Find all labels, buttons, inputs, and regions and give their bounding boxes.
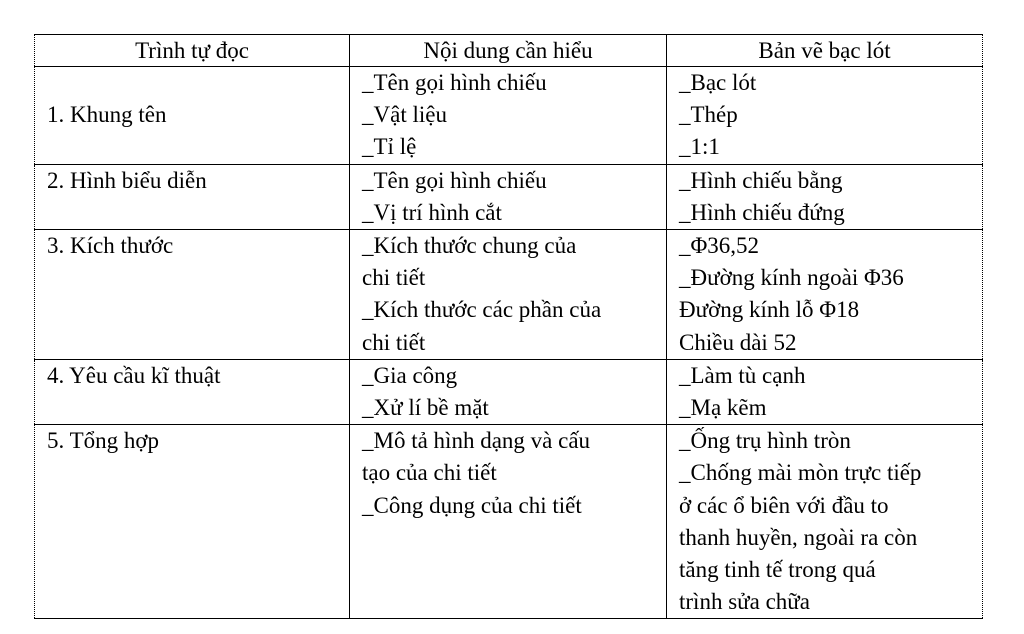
drawing-line: _Hình chiếu bằng (679, 167, 843, 193)
content-line: _Kích thước chung của (362, 233, 577, 259)
content-line: _Công dụng của chi tiết (362, 492, 582, 518)
drawing-line: _Đường kính ngoài Φ36 (679, 265, 904, 291)
drawing-cell (667, 359, 983, 424)
content-cell (350, 230, 667, 360)
step-cell: 2. Hình biểu diễn (35, 164, 350, 229)
step-cell: 3. Kích thước (35, 230, 350, 360)
header-content: Nội dung cần hiểu (350, 35, 667, 67)
drawing-line: trình sửa chữa (679, 589, 810, 615)
content-line: chi tiết (362, 329, 426, 355)
content-line: _Xử lí bề mặt (362, 395, 489, 421)
reading-order-table (34, 34, 983, 619)
drawing-line: _Chống mài mòn trực tiếp (679, 460, 922, 486)
drawing-line: _Hình chiếu đứng (679, 199, 845, 225)
header-drawing: Bản vẽ bạc lót (667, 35, 983, 67)
header-row (35, 35, 983, 67)
content-line: tạo của chi tiết (362, 460, 497, 486)
drawing-line: _Làm tù cạnh (679, 362, 806, 388)
content-line: _Mô tả hình dạng và cấu (362, 428, 591, 454)
drawing-line: tăng tinh tế trong quá (679, 557, 876, 583)
drawing-cell (667, 230, 983, 360)
content-cell (350, 164, 667, 229)
drawing-line: Chiều dài 52 (679, 329, 797, 355)
content-cell (350, 67, 667, 165)
step-cell: 4. Yêu cầu kĩ thuật (35, 359, 350, 424)
step-cell: 1. Khung tên (35, 67, 350, 165)
content-line: _Tên gọi hình chiếu (362, 167, 547, 193)
content-line: chi tiết (362, 265, 426, 291)
header-reading-order: Trình tự đọc (35, 35, 350, 67)
table-row (35, 359, 983, 424)
drawing-line: _Thép (679, 102, 738, 128)
drawing-line: _Φ36,52 (679, 233, 760, 259)
table-row (35, 230, 983, 360)
drawing-cell (667, 164, 983, 229)
content-line: _Tên gọi hình chiếu (362, 70, 547, 95)
drawing-cell (667, 67, 983, 165)
drawing-line: _Ống trụ hình tròn (679, 428, 851, 454)
content-line: _Vật liệu (362, 102, 447, 128)
drawing-line: _Mạ kẽm (679, 395, 767, 421)
drawing-line: _1:1 (679, 134, 720, 160)
content-cell (350, 425, 667, 619)
content-cell (350, 359, 667, 424)
content-line: _Kích thước các phần của (362, 297, 602, 323)
step-cell: 5. Tổng hợp (35, 425, 350, 619)
drawing-cell (667, 425, 983, 619)
content-line: _Vị trí hình cắt (362, 199, 502, 225)
content-line: _Gia công (362, 362, 458, 388)
table-row (35, 67, 983, 165)
table-row (35, 425, 983, 619)
drawing-line: Đường kính lỗ Φ18 (679, 297, 860, 323)
table-row (35, 164, 983, 229)
content-line: _Tỉ lệ (362, 134, 417, 160)
drawing-line: _Bạc lót (679, 70, 757, 95)
drawing-line: thanh huyền, ngoài ra còn (679, 524, 918, 550)
document-sheet (34, 34, 983, 619)
drawing-line: ở các ổ biên với đầu to (679, 492, 889, 518)
